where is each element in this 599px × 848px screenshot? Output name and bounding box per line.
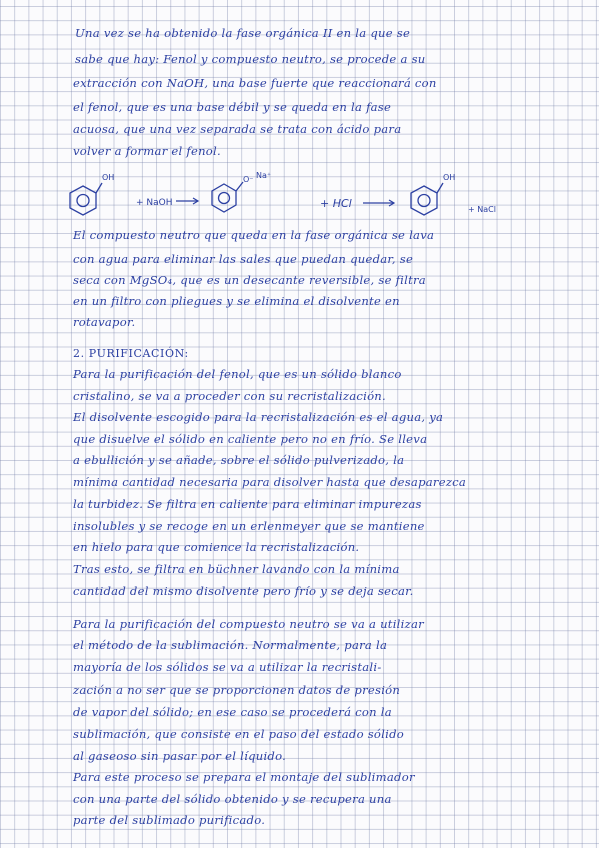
text-line: volver a formar el fenol. bbox=[73, 144, 221, 158]
text-line: extracción con NaOH, una base fuerte que reaccionará con bbox=[73, 76, 437, 90]
text-line: seca con MgSO₄, que es un desecante reversible, se filtra bbox=[73, 273, 426, 287]
section-heading: 2. PURIFICACIÓN: bbox=[73, 347, 189, 360]
text-line: sublimación, que consiste en el paso del estado sólido bbox=[73, 727, 404, 741]
text-line: con agua para eliminar las sales que puedan quedar, se bbox=[73, 252, 414, 266]
reaction-arrow bbox=[363, 200, 394, 206]
text-line: parte del sublimado purificado. bbox=[73, 813, 266, 827]
text-line: insolubles y se recoge en un erlenmeyer que se mantiene bbox=[73, 519, 425, 533]
hcl-reagent: + HCl bbox=[320, 197, 352, 210]
reaction-scheme bbox=[58, 168, 578, 226]
text-line: la turbidez. Se filtra en caliente para eliminar impurezas bbox=[73, 497, 422, 511]
phenol-structure bbox=[411, 183, 443, 215]
text-line: El disolvente escogido para la recristalización es el agua, ya bbox=[73, 410, 444, 424]
text-line: mínima cantidad necesaria para disolver hasta que desaparezca bbox=[73, 475, 467, 489]
text-line: acuosa, que una vez separada se trata con ácido para bbox=[73, 122, 402, 136]
text-line: cristalino, se va a proceder con su recristalización. bbox=[73, 389, 386, 403]
text-line: Una vez se ha obtenido la fase orgánica II en la que se bbox=[75, 26, 411, 40]
phenol-structure bbox=[70, 183, 102, 215]
text-line: mayoría de los sólidos se va a utilizar la recristali- bbox=[73, 660, 382, 674]
text-line: El compuesto neutro que queda en la fase orgánica se lava bbox=[73, 228, 435, 242]
text-line: el fenol, que es una base débil y se queda en la fase bbox=[73, 100, 392, 114]
text-line: Tras esto, se filtra en büchner lavando con la mínima bbox=[73, 562, 400, 576]
text-line: en hielo para que comience la recristalización. bbox=[73, 540, 360, 554]
nacl-product: + NaCl bbox=[468, 205, 496, 214]
text-line: zación a no ser que se proporcionen datos de presión bbox=[73, 683, 401, 697]
text-line: al gaseoso sin pasar por el líquido. bbox=[73, 749, 287, 763]
text-line: en un filtro con pliegues y se elimina el disolvente en bbox=[73, 294, 400, 308]
text-line: Para la purificación del compuesto neutro se va a utilizar bbox=[73, 617, 424, 631]
text-line: Para la purificación del fenol, que es un sólido blanco bbox=[73, 367, 402, 381]
naoh-reagent: + NaOH bbox=[136, 198, 173, 208]
na-plus-label: Na⁺ bbox=[256, 171, 272, 180]
phenoxide-structure bbox=[212, 182, 243, 212]
text-line: rotavapor. bbox=[73, 315, 136, 329]
text-line: con una parte del sólido obtenido y se recupera una bbox=[73, 792, 392, 806]
text-line: sabe que hay: Fenol y compuesto neutro, se procede a su bbox=[75, 52, 426, 66]
oh-label: OH bbox=[443, 173, 456, 182]
reaction-arrow bbox=[176, 198, 198, 204]
text-line: que disuelve el sólido en caliente pero no en frío. Se lleva bbox=[73, 432, 428, 446]
text-line: el método de la sublimación. Normalmente, para la bbox=[73, 638, 388, 652]
text-line: de vapor del sólido; en ese caso se procederá con la bbox=[73, 705, 392, 719]
o-minus-label: O⁻ bbox=[243, 175, 254, 184]
text-line: a ebullición y se añade, sobre el sólido pulverizado, la bbox=[73, 453, 405, 467]
oh-label: OH bbox=[102, 173, 115, 182]
text-line: cantidad del mismo disolvente pero frío y se deja secar. bbox=[73, 584, 414, 598]
text-line: Para este proceso se prepara el montaje del sublimador bbox=[73, 770, 415, 784]
